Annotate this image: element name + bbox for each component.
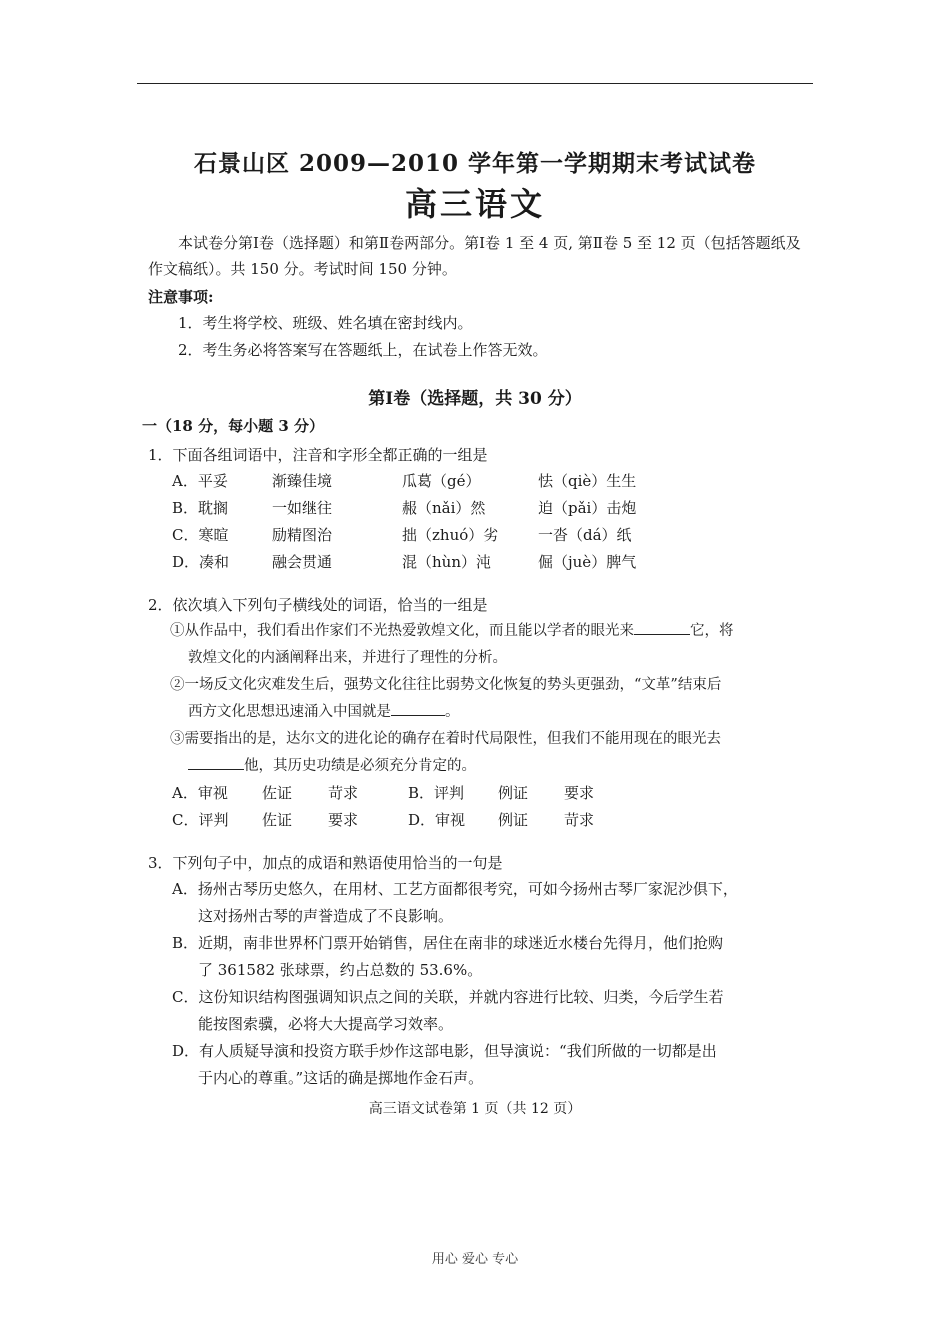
question-3-stem: 3．下列句子中，加点的成语和熟语使用恰当的一句是 [148, 854, 503, 872]
sentence-text: ②一场反文化灾难发生后，强势文化往往比弱势文化恢复的势头更强劲，“文革”结束后 [170, 677, 722, 693]
option-cell: 佐证 [262, 811, 293, 829]
intro-paragraph: 本试卷分第Ⅰ卷（选择题）和第Ⅱ卷两部分。第Ⅰ卷 1 至 4 页, 第Ⅱ卷 5 至 12 页（包括答题纸及作文稿纸）。共 150 分。考试时间 150 分钟。 [148, 234, 801, 278]
option-cell: A．审视 [172, 784, 228, 802]
fill-blank [188, 755, 244, 770]
question-2-options-row-1 [148, 780, 802, 807]
option-cell: 怯（qiè）生生 [538, 472, 637, 490]
option-cell: 融会贯通 [272, 553, 333, 571]
sentence-text: ①从作品中，我们看出作家们不光热爱敦煌文化，而且能以学者的眼光来 [170, 623, 634, 639]
option-cell: D．凑和 [172, 553, 230, 571]
sentence-text: 敦煌文化的内涵阐释出来，并进行了理性的分析。 [188, 650, 507, 666]
question-2-stem: 2．依次填入下列句子横线处的词语，恰当的一组是 [148, 596, 488, 614]
part-heading: 一（18 分，每小题 3 分） [142, 417, 324, 435]
question-3-option-b [148, 930, 802, 984]
notice-heading: 注意事项: [148, 288, 214, 306]
sentence-continuation [170, 753, 798, 780]
exam-page [142, 145, 802, 1092]
sentence-text: 西方文化思想迅速涌入中国就是 [188, 704, 391, 720]
option-cell: 励精图治 [272, 526, 333, 544]
question-2-sentence-3 [148, 726, 802, 780]
bottom-note: 用心 爱心 专心 [431, 1252, 519, 1267]
notice-item-2: 2．考生务必将答案写在答题纸上，在试卷上作答无效。 [178, 341, 548, 359]
option-cell: C．评判 [172, 811, 229, 829]
option-text: A．扬州古琴历史悠久，在用材、工艺方面都很考究，可如今扬州古琴厂家泥沙俱下， [172, 880, 738, 898]
option-text: 于内心的尊重。”这话的确是掷地作金石声。 [198, 1069, 484, 1087]
fill-blank [391, 701, 445, 716]
sentence-continuation [170, 699, 798, 726]
option-cell: C．寒暄 [172, 526, 229, 544]
option-cell: 佐证 [262, 784, 293, 802]
question-3-option-c [148, 984, 802, 1038]
option-cell: D．审视 [408, 811, 466, 829]
question-3-option-a [148, 876, 802, 930]
sentence-text: 它，将 [690, 623, 734, 639]
option-cell: B．评判 [408, 784, 465, 802]
question-1-option-b [148, 495, 802, 522]
option-cell: 苛求 [564, 811, 595, 829]
option-cell: 要求 [328, 811, 359, 829]
option-cell: 迫（pǎi）击炮 [538, 499, 637, 517]
section-heading: 第Ⅰ卷（选择题，共 30 分） [368, 389, 582, 409]
question-2-sentence-2 [148, 672, 802, 726]
sentence-text: ③需要指出的是，达尔文的进化论的确存在着时代局限性，但我们不能用现在的眼光去 [170, 731, 721, 747]
option-cell: B．耽搁 [172, 499, 229, 517]
option-text: 能按图索骥，必将大大提高学习效率。 [198, 1015, 454, 1033]
sentence-text: 。 [445, 704, 460, 720]
option-cell: 例证 [498, 811, 529, 829]
question-2-options-row-2 [148, 807, 802, 834]
question-1-option-c [148, 522, 802, 549]
option-text: 了 361582 张球票，约占总数的 53.6%。 [198, 961, 483, 979]
option-text: B．近期，南非世界杯门票开始销售，居住在南非的球迷近水楼台先得月，他们抢购 [172, 934, 724, 952]
option-cell: 渐臻佳境 [272, 472, 333, 490]
option-cell: 赧（nǎi）然 [402, 499, 486, 517]
option-cell: 瓜葛（gé） [402, 472, 481, 490]
question-1-option-a [148, 468, 802, 495]
exam-title: 石景山区 2009—2010 学年第一学期期末考试试卷 [193, 150, 757, 177]
option-cell: 苛求 [328, 784, 359, 802]
option-cell: 要求 [564, 784, 595, 802]
option-text: 这对扬州古琴的声誉造成了不良影响。 [198, 907, 454, 925]
option-cell: 例证 [498, 784, 529, 802]
subject-title: 高三语文 [404, 185, 545, 223]
option-cell: 拙（zhuó）劣 [402, 526, 499, 544]
option-cell: 一如继往 [272, 499, 333, 517]
question-1-option-d [148, 549, 802, 576]
question-3-option-d [148, 1038, 802, 1092]
page-footer: 高三语文试卷第 1 页（共 12 页） [368, 1101, 582, 1117]
option-text: C．这份知识结构图强调知识点之间的关联，并就内容进行比较、归类，今后学生若 [172, 988, 724, 1006]
notice-item-1: 1．考生将学校、班级、姓名填在密封线内。 [178, 314, 473, 332]
option-cell: 倔（juè）脾气 [538, 553, 637, 571]
fill-blank [634, 620, 690, 635]
option-cell: A．平妥 [172, 472, 228, 490]
question-2-sentence-1 [148, 618, 802, 672]
option-cell: 一沓（dá）纸 [538, 526, 632, 544]
option-cell: 混（hùn）沌 [402, 553, 491, 571]
sentence-text: 他，其历史功绩是必须充分肯定的。 [244, 758, 476, 774]
header-rule [137, 83, 813, 84]
question-1-stem: 1．下面各组词语中，注音和字形全都正确的一组是 [148, 446, 488, 464]
option-text: D．有人质疑导演和投资方联手炒作这部电影，但导演说：“我们所做的一切都是出 [172, 1042, 717, 1060]
